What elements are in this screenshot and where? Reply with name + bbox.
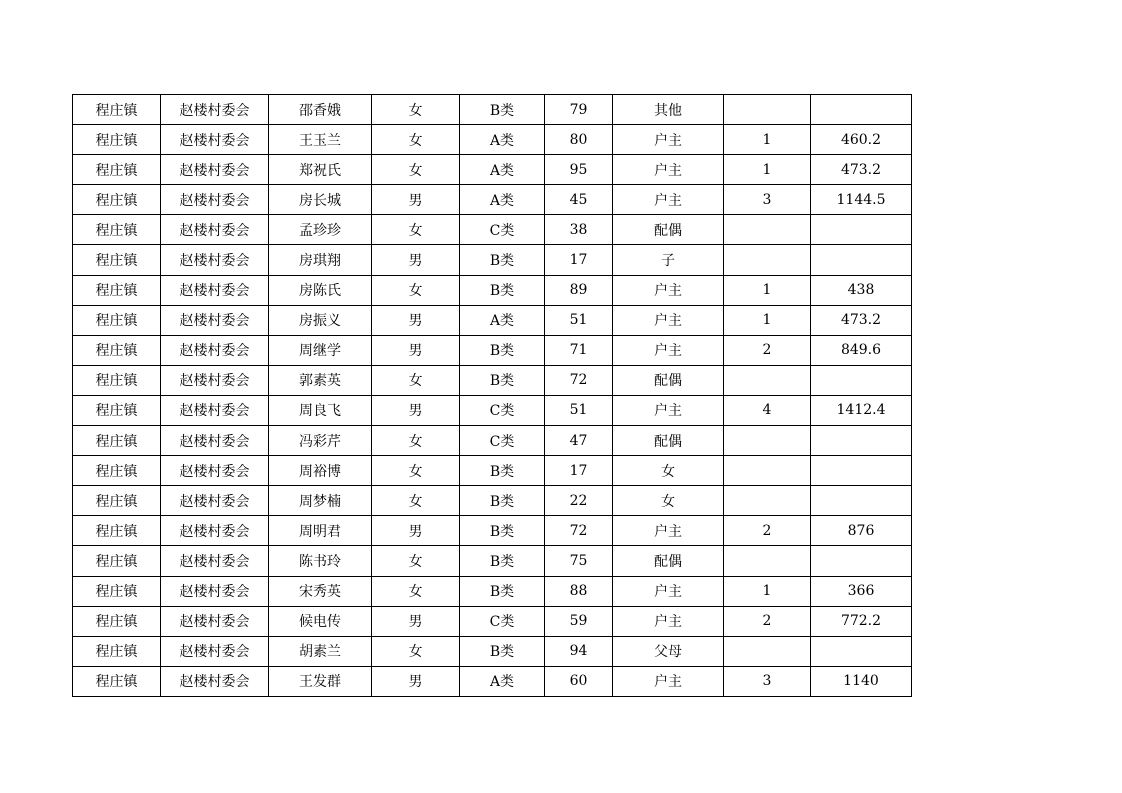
relation-cell: 配偶 bbox=[613, 426, 724, 456]
age-cell: 47 bbox=[545, 426, 613, 456]
relation-cell: 户主 bbox=[613, 576, 724, 606]
category-cell: B类 bbox=[460, 486, 545, 516]
household-count-cell: 2 bbox=[724, 335, 811, 365]
gender-cell: 男 bbox=[372, 395, 460, 425]
village-committee-cell: 赵楼村委会 bbox=[161, 245, 269, 275]
relation-cell: 配偶 bbox=[613, 365, 724, 395]
gender-cell: 男 bbox=[372, 335, 460, 365]
relation-cell: 户主 bbox=[613, 335, 724, 365]
table-row bbox=[73, 215, 912, 245]
name-cell: 房琪翔 bbox=[269, 245, 372, 275]
town-cell: 程庄镇 bbox=[73, 666, 161, 696]
name-cell: 房振义 bbox=[269, 305, 372, 335]
table-row bbox=[73, 666, 912, 696]
age-cell: 51 bbox=[545, 395, 613, 425]
village-committee-cell: 赵楼村委会 bbox=[161, 576, 269, 606]
gender-cell: 男 bbox=[372, 516, 460, 546]
town-cell: 程庄镇 bbox=[73, 516, 161, 546]
category-cell: B类 bbox=[460, 335, 545, 365]
amount-cell bbox=[811, 365, 912, 395]
village-committee-cell: 赵楼村委会 bbox=[161, 335, 269, 365]
table-row bbox=[73, 456, 912, 486]
table-row bbox=[73, 185, 912, 215]
village-committee-cell: 赵楼村委会 bbox=[161, 395, 269, 425]
table-row bbox=[73, 516, 912, 546]
household-count-cell: 1 bbox=[724, 155, 811, 185]
table-row bbox=[73, 486, 912, 516]
household-count-cell bbox=[724, 95, 811, 125]
name-cell: 孟珍珍 bbox=[269, 215, 372, 245]
amount-cell bbox=[811, 426, 912, 456]
village-committee-cell: 赵楼村委会 bbox=[161, 365, 269, 395]
relation-cell: 户主 bbox=[613, 185, 724, 215]
amount-cell bbox=[811, 636, 912, 666]
relation-cell: 配偶 bbox=[613, 546, 724, 576]
village-committee-cell: 赵楼村委会 bbox=[161, 155, 269, 185]
relation-cell: 户主 bbox=[613, 516, 724, 546]
table-row bbox=[73, 245, 912, 275]
table-row bbox=[73, 95, 912, 125]
name-cell: 周明君 bbox=[269, 516, 372, 546]
relation-cell: 子 bbox=[613, 245, 724, 275]
age-cell: 22 bbox=[545, 486, 613, 516]
village-committee-cell: 赵楼村委会 bbox=[161, 546, 269, 576]
town-cell: 程庄镇 bbox=[73, 395, 161, 425]
gender-cell: 女 bbox=[372, 456, 460, 486]
town-cell: 程庄镇 bbox=[73, 576, 161, 606]
town-cell: 程庄镇 bbox=[73, 606, 161, 636]
town-cell: 程庄镇 bbox=[73, 426, 161, 456]
gender-cell: 男 bbox=[372, 666, 460, 696]
household-count-cell bbox=[724, 486, 811, 516]
household-count-cell: 1 bbox=[724, 275, 811, 305]
age-cell: 80 bbox=[545, 125, 613, 155]
household-count-cell: 2 bbox=[724, 516, 811, 546]
table-row bbox=[73, 125, 912, 155]
age-cell: 60 bbox=[545, 666, 613, 696]
household-count-cell: 4 bbox=[724, 395, 811, 425]
name-cell: 房长城 bbox=[269, 185, 372, 215]
town-cell: 程庄镇 bbox=[73, 456, 161, 486]
relation-cell: 户主 bbox=[613, 606, 724, 636]
category-cell: B类 bbox=[460, 365, 545, 395]
name-cell: 周良飞 bbox=[269, 395, 372, 425]
amount-cell bbox=[811, 456, 912, 486]
category-cell: B类 bbox=[460, 456, 545, 486]
town-cell: 程庄镇 bbox=[73, 365, 161, 395]
age-cell: 17 bbox=[545, 245, 613, 275]
age-cell: 51 bbox=[545, 305, 613, 335]
relation-cell: 户主 bbox=[613, 395, 724, 425]
gender-cell: 男 bbox=[372, 245, 460, 275]
category-cell: C类 bbox=[460, 426, 545, 456]
relation-cell: 户主 bbox=[613, 275, 724, 305]
category-cell: A类 bbox=[460, 125, 545, 155]
household-count-cell: 2 bbox=[724, 606, 811, 636]
relation-cell: 其他 bbox=[613, 95, 724, 125]
household-count-cell: 1 bbox=[724, 576, 811, 606]
name-cell: 郭素英 bbox=[269, 365, 372, 395]
gender-cell: 女 bbox=[372, 426, 460, 456]
age-cell: 17 bbox=[545, 456, 613, 486]
age-cell: 38 bbox=[545, 215, 613, 245]
category-cell: C类 bbox=[460, 395, 545, 425]
village-committee-cell: 赵楼村委会 bbox=[161, 305, 269, 335]
category-cell: C类 bbox=[460, 606, 545, 636]
household-count-cell bbox=[724, 426, 811, 456]
village-committee-cell: 赵楼村委会 bbox=[161, 516, 269, 546]
category-cell: B类 bbox=[460, 576, 545, 606]
name-cell: 郑祝氏 bbox=[269, 155, 372, 185]
age-cell: 79 bbox=[545, 95, 613, 125]
village-committee-cell: 赵楼村委会 bbox=[161, 636, 269, 666]
town-cell: 程庄镇 bbox=[73, 636, 161, 666]
amount-cell bbox=[811, 215, 912, 245]
gender-cell: 女 bbox=[372, 95, 460, 125]
amount-cell bbox=[811, 245, 912, 275]
village-committee-cell: 赵楼村委会 bbox=[161, 666, 269, 696]
town-cell: 程庄镇 bbox=[73, 335, 161, 365]
relation-cell: 户主 bbox=[613, 666, 724, 696]
age-cell: 59 bbox=[545, 606, 613, 636]
age-cell: 94 bbox=[545, 636, 613, 666]
category-cell: A类 bbox=[460, 666, 545, 696]
amount-cell: 473.2 bbox=[811, 155, 912, 185]
household-count-cell bbox=[724, 636, 811, 666]
name-cell: 周继学 bbox=[269, 335, 372, 365]
table-row bbox=[73, 576, 912, 606]
town-cell: 程庄镇 bbox=[73, 245, 161, 275]
relation-cell: 父母 bbox=[613, 636, 724, 666]
relation-cell: 女 bbox=[613, 456, 724, 486]
relation-cell: 女 bbox=[613, 486, 724, 516]
household-count-cell bbox=[724, 245, 811, 275]
name-cell: 周裕博 bbox=[269, 456, 372, 486]
table-row bbox=[73, 335, 912, 365]
village-committee-cell: 赵楼村委会 bbox=[161, 125, 269, 155]
table-body bbox=[73, 95, 912, 697]
gender-cell: 女 bbox=[372, 155, 460, 185]
relation-cell: 户主 bbox=[613, 155, 724, 185]
amount-cell: 438 bbox=[811, 275, 912, 305]
table-row bbox=[73, 606, 912, 636]
amount-cell: 772.2 bbox=[811, 606, 912, 636]
household-count-cell: 3 bbox=[724, 666, 811, 696]
name-cell: 邵香娥 bbox=[269, 95, 372, 125]
town-cell: 程庄镇 bbox=[73, 275, 161, 305]
table-row bbox=[73, 155, 912, 185]
amount-cell: 1412.4 bbox=[811, 395, 912, 425]
table-row bbox=[73, 275, 912, 305]
name-cell: 候电传 bbox=[269, 606, 372, 636]
data-table bbox=[72, 94, 912, 697]
category-cell: B类 bbox=[460, 245, 545, 275]
table-row bbox=[73, 636, 912, 666]
gender-cell: 女 bbox=[372, 365, 460, 395]
age-cell: 45 bbox=[545, 185, 613, 215]
village-committee-cell: 赵楼村委会 bbox=[161, 606, 269, 636]
town-cell: 程庄镇 bbox=[73, 546, 161, 576]
name-cell: 冯彩芹 bbox=[269, 426, 372, 456]
table-row bbox=[73, 365, 912, 395]
amount-cell: 876 bbox=[811, 516, 912, 546]
gender-cell: 男 bbox=[372, 185, 460, 215]
category-cell: B类 bbox=[460, 95, 545, 125]
gender-cell: 女 bbox=[372, 125, 460, 155]
household-count-cell bbox=[724, 215, 811, 245]
age-cell: 72 bbox=[545, 365, 613, 395]
relation-cell: 配偶 bbox=[613, 215, 724, 245]
category-cell: B类 bbox=[460, 636, 545, 666]
town-cell: 程庄镇 bbox=[73, 215, 161, 245]
amount-cell: 473.2 bbox=[811, 305, 912, 335]
amount-cell: 366 bbox=[811, 576, 912, 606]
gender-cell: 女 bbox=[372, 275, 460, 305]
age-cell: 88 bbox=[545, 576, 613, 606]
category-cell: B类 bbox=[460, 546, 545, 576]
village-committee-cell: 赵楼村委会 bbox=[161, 95, 269, 125]
village-committee-cell: 赵楼村委会 bbox=[161, 456, 269, 486]
household-count-cell bbox=[724, 456, 811, 486]
village-committee-cell: 赵楼村委会 bbox=[161, 426, 269, 456]
gender-cell: 男 bbox=[372, 305, 460, 335]
relation-cell: 户主 bbox=[613, 125, 724, 155]
household-count-cell bbox=[724, 365, 811, 395]
village-committee-cell: 赵楼村委会 bbox=[161, 486, 269, 516]
category-cell: C类 bbox=[460, 215, 545, 245]
amount-cell bbox=[811, 546, 912, 576]
town-cell: 程庄镇 bbox=[73, 305, 161, 335]
name-cell: 胡素兰 bbox=[269, 636, 372, 666]
name-cell: 房陈氏 bbox=[269, 275, 372, 305]
town-cell: 程庄镇 bbox=[73, 155, 161, 185]
amount-cell bbox=[811, 486, 912, 516]
gender-cell: 女 bbox=[372, 576, 460, 606]
town-cell: 程庄镇 bbox=[73, 125, 161, 155]
category-cell: A类 bbox=[460, 155, 545, 185]
age-cell: 71 bbox=[545, 335, 613, 365]
relation-cell: 户主 bbox=[613, 305, 724, 335]
household-count-cell: 1 bbox=[724, 125, 811, 155]
gender-cell: 女 bbox=[372, 546, 460, 576]
gender-cell: 女 bbox=[372, 486, 460, 516]
gender-cell: 女 bbox=[372, 215, 460, 245]
age-cell: 72 bbox=[545, 516, 613, 546]
name-cell: 王玉兰 bbox=[269, 125, 372, 155]
table-row bbox=[73, 546, 912, 576]
age-cell: 95 bbox=[545, 155, 613, 185]
table-row bbox=[73, 395, 912, 425]
town-cell: 程庄镇 bbox=[73, 185, 161, 215]
gender-cell: 男 bbox=[372, 606, 460, 636]
category-cell: B类 bbox=[460, 516, 545, 546]
village-committee-cell: 赵楼村委会 bbox=[161, 185, 269, 215]
gender-cell: 女 bbox=[372, 636, 460, 666]
amount-cell: 849.6 bbox=[811, 335, 912, 365]
household-count-cell bbox=[724, 546, 811, 576]
household-count-cell: 3 bbox=[724, 185, 811, 215]
category-cell: A类 bbox=[460, 305, 545, 335]
amount-cell: 1140 bbox=[811, 666, 912, 696]
name-cell: 王发群 bbox=[269, 666, 372, 696]
name-cell: 周梦楠 bbox=[269, 486, 372, 516]
category-cell: A类 bbox=[460, 185, 545, 215]
town-cell: 程庄镇 bbox=[73, 95, 161, 125]
amount-cell: 1144.5 bbox=[811, 185, 912, 215]
name-cell: 宋秀英 bbox=[269, 576, 372, 606]
amount-cell: 460.2 bbox=[811, 125, 912, 155]
category-cell: B类 bbox=[460, 275, 545, 305]
age-cell: 89 bbox=[545, 275, 613, 305]
village-committee-cell: 赵楼村委会 bbox=[161, 215, 269, 245]
town-cell: 程庄镇 bbox=[73, 486, 161, 516]
table-row bbox=[73, 426, 912, 456]
amount-cell bbox=[811, 95, 912, 125]
name-cell: 陈书玲 bbox=[269, 546, 372, 576]
age-cell: 75 bbox=[545, 546, 613, 576]
table-row bbox=[73, 305, 912, 335]
household-count-cell: 1 bbox=[724, 305, 811, 335]
village-committee-cell: 赵楼村委会 bbox=[161, 275, 269, 305]
